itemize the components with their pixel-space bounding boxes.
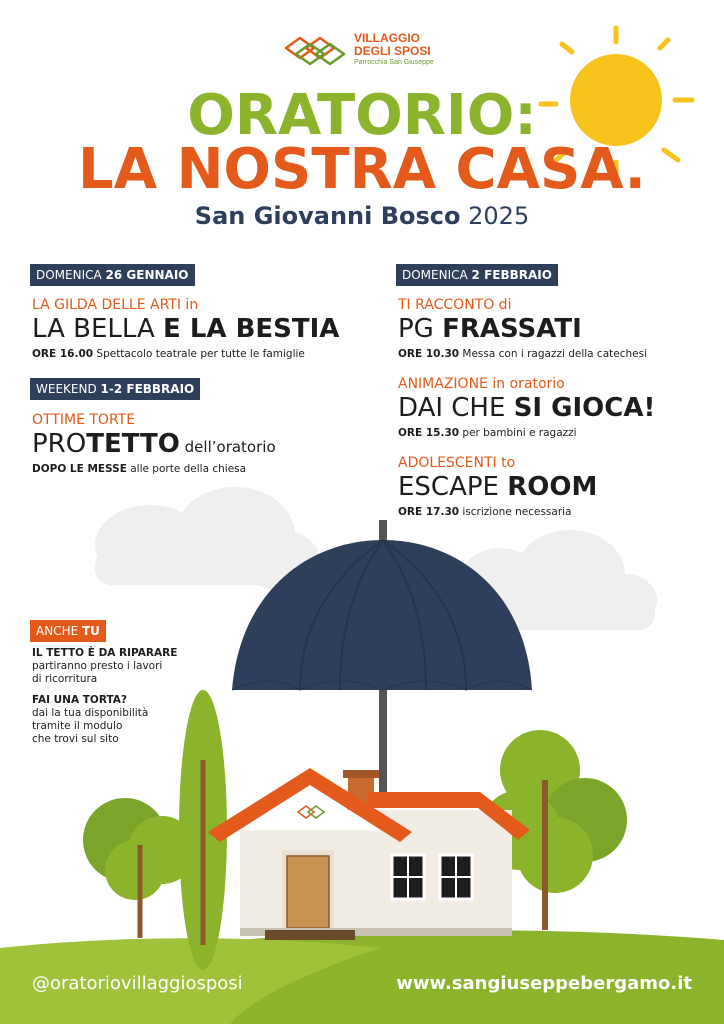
subtitle-name: San Giovanni Bosco	[194, 202, 461, 230]
event-kicker: OTTIME TORTE	[32, 412, 136, 428]
logo-text	[354, 32, 434, 68]
event-title: PG FRASSATI	[398, 314, 582, 344]
event-detail: ORE 17.30 iscrizione necessaria	[398, 506, 572, 518]
logo-line1: VILLAGGIO	[354, 31, 420, 45]
anche-p1-line: di ricorritura	[32, 673, 98, 685]
event-title: LA BELLA E LA BESTIA	[32, 314, 340, 344]
logo-icon	[286, 38, 344, 64]
anche-p2-line: dai la tua disponibilità	[32, 707, 149, 719]
tree-round-left	[83, 798, 196, 938]
event-detail: ORE 10.30 Messa con i ragazzi della catechesi	[398, 348, 647, 360]
event-kicker: ADOLESCENTI to	[398, 455, 516, 471]
subtitle-year: 2025	[468, 202, 530, 230]
subtitle	[0, 200, 724, 232]
event-kicker: ANIMAZIONE in oratorio	[398, 376, 565, 392]
house-icon	[208, 768, 530, 940]
anche-tu-tag: ANCHE TU	[30, 620, 106, 642]
logo-line2: DEGLI SPOSI	[354, 44, 431, 58]
anche-p1-line: partiranno presto i lavori	[32, 660, 163, 672]
social-handle[interactable]: @oratoriovillaggiosposi	[32, 973, 243, 994]
title-line2: LA NOSTRA CASA.	[78, 137, 646, 202]
anche-p2-title: FAI UNA TORTA?	[32, 694, 128, 706]
cloud-left	[95, 487, 320, 590]
anche-p2-line: che trovi sul sito	[32, 733, 119, 745]
anche-p1-title: IL TETTO È DA RIPARARE	[32, 647, 178, 659]
date-tag-left-1: DOMENICA 26 GENNAIO	[30, 264, 195, 286]
event-title: DAI CHE SI GIOCA!	[398, 393, 656, 423]
title-line1: ORATORIO:	[187, 83, 537, 148]
anche-tu-text	[32, 647, 177, 746]
date-tag-left-2: WEEKEND 1-2 FEBBRAIO	[30, 378, 200, 400]
logo-line3: Parrocchia San Giuseppe	[354, 59, 434, 66]
event-title: PROTETTO dell’oratorio	[32, 429, 276, 459]
website-link[interactable]: www.sangiuseppebergamo.it	[396, 973, 692, 994]
event-detail: ORE 16.00 Spettacolo teatrale per tutte le famiglie	[32, 348, 305, 360]
event-kicker: LA GILDA DELLE ARTI in	[32, 297, 199, 313]
date-tag-right-1: DOMENICA 2 FEBBRAIO	[396, 264, 558, 286]
anche-p2-line: tramite il modulo	[32, 720, 123, 732]
event-detail: DOPO LE MESSE alle porte della chiesa	[32, 463, 247, 475]
event-title: ESCAPE ROOM	[398, 472, 598, 502]
event-kicker: TI RACCONTO di	[398, 297, 512, 313]
event-detail: ORE 15.30 per bambini e ragazzi	[398, 427, 577, 439]
